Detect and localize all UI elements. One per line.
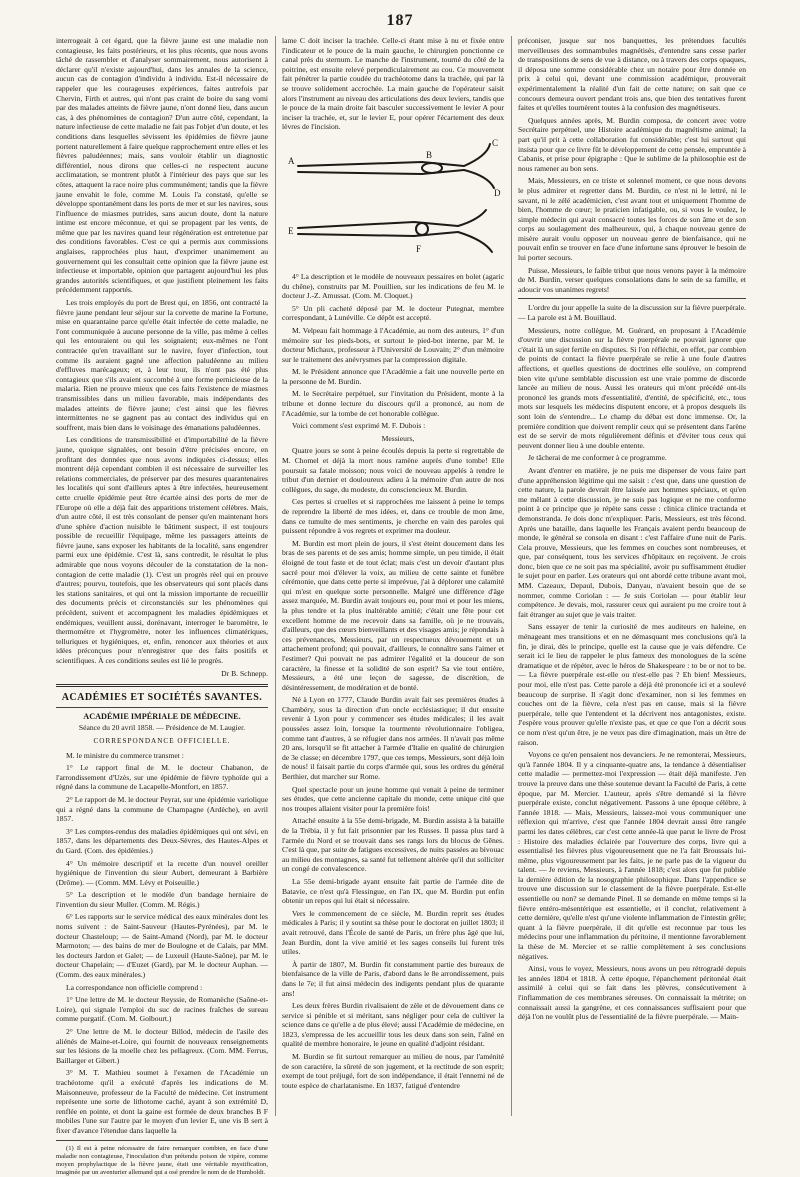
tracheotome-figure: [282, 136, 504, 266]
paragraph: M. Burdin est mort plein de jours, il s'est éteint doucement dans les bras de ses parents et de ses amis; homme simple, un peu timide, il était éloigné de tout faste et de tout éclat; mais c'est un devoir d'autant plus sacré pour moi d'élever la voix, au milieu de cette sainte et funèbre cérémonie, que dans cette perte si imprévue, j'ai à déplorer une calamité qui m'est en quelque sorte personnelle. Malgré une différence d'âge assez marquée, M. Burdin avait toujours eu, pour moi et pour les miens, la plus tendre et la plus inaltérable amitié; c'était une fête pour cet excellent homme de me recevoir dans sa famille, où je ne trouvais, d'ailleurs, que des cœurs bienveillants et des visages amis; je répondais à ces prévenances, Messieurs, par un respectueux dévouement et un attachement profond; qui pouvait, d'ailleurs, le connaître sans l'aimer et l'estimer? Qui pouvait ne pas admirer l'égalité et la douceur de son caractère, la finesse et la solidité de son esprit? Sa vie tout entière, Messieurs, a été une leçon de sagesse, de discrétion, de désintéressement, de modération et de bonté.: [282, 538, 504, 692]
paragraph: Puisse, Messieurs, le faible tribut que nous venons payer à la mémoire de M. Burdin, verser quelques consolations dans le sein de sa famille, et adoucir vos unanimes regrets!: [518, 265, 746, 294]
page-number: 187: [386, 12, 414, 29]
session-line: Séance du 20 avril 1858. — Présidence de M. Laugier.: [78, 723, 246, 733]
list-item: La correspondance non officielle comprend :: [66, 982, 203, 992]
list-item: 1° Une lettre de M. le docteur Reyssie, de Romanèche (Saône-et-Loire), qui signale l'emploi du suc de racines fraîches de sureau comme purgatif. (Com. M. Golbourt.): [56, 995, 268, 1024]
figure-label: A: [288, 155, 295, 166]
paragraph: 4° La description et le modèle de nouveaux pessaires en bolet (agaric du chêne), construits par M. Pouillien, sur les indications de feu M. le docteur J.-Z. Amussat. (Com. M. Cloquet.): [282, 271, 504, 301]
paragraph: 5° Un pli cacheté déposé par M. le docteur Putegnat, membre correspondant, à Lunéville. Ce dépôt est accepté.: [282, 303, 504, 323]
paragraph: Avant d'entrer en matière, je ne puis me dispenser de vous faire part d'une appréhension légitime qui me saisit : c'est que, dans une question de cette nature, la parole devrait être laissée aux hommes spéciaux, et qu'en me mêlant à cette discussion, je ne suis pas logique et ne me conforme point à ce principe que je répète sans cesse : clinica clinice tractanda et demonstranda. Je dois donc m'expliquer. Paris, Messieurs, est très fécond. Après une bataille, dans laquelle les Français avaient perdu beaucoup de monde, le général se consola en disant : c'est l'affaire d'une nuit de Paris. Cela prouve, Messieurs, que les femmes en couches sont nombreuses, et que, par conséquent, tous les services d'hôpitaux en reçoivent. Je crois donc, bien que ce ne soit pas ma spécialité, avoir pu suffisamment étudier le sujet pour en parler. Les orateurs qui ont abordé cette tribune avant moi, MM. Cazeaux, Depaul, Dubois, Danyau, n'avaient besoin que de se nommer, comme Coriolan : — Je suis Coriolan — pour établir leur compétence. Je devais, moi, rassurer ceux qui auraient pu me croire tout à fait étranger au sujet que je vais traiter.: [518, 465, 746, 619]
footnote-divider: [56, 1140, 268, 1141]
list-item: 3° Les comptes-rendus des maladies épidémiques qui ont sévi, en 1857, dans les départements des Deux-Sèvres, des Hautes-Alpes et du Gard. (Com. des épidémies.): [56, 826, 268, 855]
footnote: (1) Il est à peine nécessaire de faire remarquer combien, en face d'une maladie non contagieuse, l'inoculation d'un prétendu poison de vipère, comme moyen prophylactique de la fièvre jaune, était une véritable mystification, imaginée par un aventurier allemand qui a osé prendre le nom de de Humboldt.: [56, 1144, 268, 1177]
paragraph: Mais, Messieurs, en ce triste et solennel moment, ce que nous devons le plus admirer et regretter dans M. Burdin, ce n'est ni le lettré, ni le savant, ni le zélé académicien, c'est avant tout et uniquement l'homme de bien, l'homme de cœur; le praticien infatigable, ou, si vous le voulez, le simple médecin qui avait consacré toutes les forces de son âme et de son corps au soulagement des malheureux, qui, à chaque nouveau genre de misère aurait voulu opposer un nouveau genre de bienfaisance, qui ne pouvait enfin se trouver en face d'une infortune sans éprouver le besoin de lui porter secours.: [518, 176, 746, 263]
paragraph: Les conditions de transmissibilité et d'importabilité de la fièvre jaune, quoique signalées, ont besoin d'être précisées encore, en profitant des données que nous avons indiquées ci-dessus; elles montrent déjà cependant combien il est nécessaire de surveiller les relations commerciales, de préserver par des mesures quarantenaires les localités qui sont d'ailleurs aptes à être infectées, heureusement cette cruelle épidémie peut être écartée ainsi des ports de mer de l'Europe où elle a déjà fait des apparitions tristement célèbres. Mais, d'un autre côté, il est très consolant de penser qu'en maintenant hors d'une sphère d'action nuisible le bâtiment suspect, il est toujours possible de recueillir l'équipage, même les passagers atteints de fièvre jaune, sans exposer les habitants de la localité, sans engendrer parmi eux une épidémie. C'est là, sans contredit, le résultat le plus admirable que nous voyons découler de la constatation de la non-contagion de cette maladie (1). C'est un progrès réel qui en prouve d'autres; pourvu, toutefois, que les observateurs qui sont placés dans les stations sanitaires, et qui ont la mission importante de recueillir des documents précis et circonstanciés sur les phénomènes qui précèdent, suivent et accompagnent les maladies épidémiques et endémiques, veuillent aussi, dorénavant, interroger le baromètre, le thermomètre et l'hygromètre, noter les influences climatériques, telluriques et hygiéniques, et, enfin, renoncer aux théories et aux idées préconçues pour n'enregistrer que des faits positifs et scientifiques. À ces conditions seules est lié le progrès.: [56, 435, 268, 665]
list-item: 4° Un mémoire descriptif et la recette d'un nouvel oreiller hygiénique de l'invention du sieur Aubert, demeurant à Barbière (Drôme). — (Comm. MM. Lévy et Poiseuille.): [56, 858, 268, 887]
paragraph: Messieurs,: [381, 433, 415, 443]
list-item: 3° M. T. Mathieu soumet à l'examen de l'Académie un trachéotome qu'il a exécuté d'après les indications de M. Maisonneuve, professeur de la Faculté de médecine. Cet instrument représente une sorte de lithotome caché, ayant à son extrémité D, renflée en pointe, et dont la gaine est formée de deux branches B F mobiles l'une sur l'autre par le moyen d'un levier E, une vis B sert à fixer d'avance l'étendue dans laquelle la: [56, 1068, 268, 1135]
paragraph: Né à Lyon en 1777, Claude Burdin avait fait ses premières études à Chambéry, sous la direction d'un oncle ecclésiastique; il dut ensuite revenir à Lyon pour y commencer ses études médicales; il les avait poussées assez loin, lorsque la tourmente révolutionnaire l'obligea, comme tant d'autres, à se réfugier dans nos armées. Il n'avait pas même 20 ans, lorsqu'il se fit attacher à l'armée d'Italie en qualité de chirurgien de 3e classe; en décembre 1797, que ces temps, Messieurs, sont déjà loin de nous! il faisait partie du corps d'armée qui, sous les ordres du général Berthier, dut marcher sur Rome.: [282, 695, 504, 782]
paragraph: interrogeait à cet égard, que la fièvre jaune est une maladie non contagieuse, les faits postérieurs, et les plus récents, que nous avons tâché de rassembler et d'analyser sommairement, nous autorisent à déclarer qu'il n'existe aujourd'hui, dans les annales de la science, aucun cas de contagion d'individu à individu. Est-il nécessaire de rappeler que les courageuses expériences, faites autrefois par Chervin, Firth et autres, qui n'ont pas craint de boire du sang vomi par des malades atteints de fièvre jaune, n'ont donné lieu, dans aucun cas, à des phénomènes de contagion? D'un autre côté, cependant, la nature infectieuse de cette maladie ne fait pas l'objet d'un doute, et les conditions dans lesquelles sévissent les épidémies de fièvre jaune portent naturellement à faire quelque rapprochement entre elles et les fièvres paludéennes; mais, sans vouloir établir un diagnostic différentiel, nous dirons que celles-ci ne respectent aucune acclimatation, se montrent plutôt à l'intérieur des pays que sur les côtes, attaquent la race noire plus communément; tandis que la fièvre jaune envahit le fole, comme M. Louis l'a constaté, qu'elle se développe spontanément dans les ports de mer et sur les navires, sous l'influence de miasmes putrides, sans aucun doute, dont la nature intime est encore méconnue, et qui se propagent par les vents, de même que par les navires quand leur régénération est entretenue par des conditions favorables. C'est ce qui a permis aux commissions anglaises, rapprochées plus haut, d'exprimer unanimement au gouvernement qui les consultait cette opinion que la fièvre jaune est infectieuse et importable, opinion que partagent aujourd'hui les plus grandes autorités scientifiques, et que justifient pleinement les faits précédemment rapportés.: [56, 36, 268, 295]
column-3: [518, 36, 746, 1116]
paragraph: Vers le commencement de ce siècle, M. Burdin reprit ses études médicales à Paris; il y soutint sa thèse pour le doctorat en juillet 1803; il avait retrouvé, dans l'École de santé de Paris, un frère plus âgé que lui, Jean Burdin, dont la vive amitié et les sages conseils lui furent très utiles.: [282, 908, 504, 957]
paragraph: Ainsi, vous le voyez, Messieurs, nous avons un peu rétrogradé depuis les années 1804 et 1818. À cette époque, l'épanchement péritonéal était assimilé à celui qui se fait dans les plèvres, consécutivement à l'inflammation de ces membranes séreuses. On connaissait la métrite; on connaissait aussi la gangrène, et ces connaissances suffisaient pour que déjà l'on ne voulût plus de l'essentialité de la fièvre puerpérale. — Main-: [518, 964, 746, 1022]
paragraph: Ces pertes si cruelles et si rapprochées me laissent à peine le temps de reprendre la liberté de mes idées, et, dans ce trouble de mon âme, dans ce tumulte de mes sentiments, je cherche en vain des paroles qui puissent répondre à vos regrets et exprimer ma douleur.: [282, 497, 504, 536]
list-item: 6° Les rapports sur le service médical des eaux minérales dont les noms suivent : de Saint-Sauveur (Hautes-Pyrénées), par M. le docteur Chasteloup; — de Saint-Amand (Nord), par M. le docteur Marmoton; — des bains de mer de Boulogne et de Calais, par MM. les docteurs Jardon et Galet; — de Luxeuil (Haute-Saône), par M. le docteur Chapelain; — d'Euzet (Gard), par M. le docteur Auphan. — (Comm. des eaux minérales.): [56, 912, 268, 980]
paragraph: Quelques années après, M. Burdin composa, de concert avec votre Secrétaire perpétuel, une Histoire académique du magnétisme animal; la part qu'il prit à cette collaboration fut considérable; c'est lui surtout qui insista pour que ce livre fût le développement de cette pensée, empruntée à Cabanis, et prise pour épigraphe : Que le sublime de la philosophie est de nous ramener au bon sens.: [518, 115, 746, 173]
paragraph: M. le Secrétaire perpétuel, sur l'invitation du Président, monte à la tribune et donne lecture du discours qu'il a prononcé, au nom de l'Académie, sur la tombe de cet honorable collègue.: [282, 389, 504, 418]
paragraph: Voyons ce qu'en pensaient nos devanciers. Je ne remonterai, Messieurs, qu'à l'année 1804. Il y a cinquante-quatre ans, la tendance à désentialiser cette maladie — permettez-moi l'expression — était déjà manifeste. J'en trouve la preuve dans une thèse soutenue devant la Faculté de Paris, à cette époque, par M. Mercier. L'auteur, après s'être demandé si la fièvre puerpérale existe, conclut négativement. Passons à une époque célèbre, à l'année 1818. — Mais, Messieurs, laissez-moi vous communiquer une réflexion qui m'arrive, c'est que l'année 1804 devrait aussi être rangée parmi les dates célèbres, car c'est cette année-là que parut le livre de Prost : Histoire des maladies éclairée par l'ouverture des corps, livre qui a essentialisé les fièvres plus vigoureusement que ne l'a fait Broussais lui-même, plus vigoureusement par les faits, je ne parle pas de la vigueur du talent. — Je reviens, Messieurs, à l'année 1818; c'est alors que fut publiée la dernière édition de la nosographie philosophique. Dans l'appendice se trouve une discussion sur le classement de la fièvre puerpérale. Est-elle essentielle ou non? se demande Pinel. Il se demande en même temps si la fièvre entéro-mésentérique est essentielle, et il conclut, relativement à cette dernière, qu'elle n'est qu'une violente inflammation de l'intestin grêle; quant à la fièvre puerpérale, il dit qu'elle est reconnue par tous les médecins pour une inflammation du péritoine, il mentionne favorablement la thèse de M. Mercier et se rallie complètement à ses conclusions négatives.: [518, 750, 746, 961]
paragraph: À partir de 1807, M. Burdin fit constamment partie des bureaux de bienfaisance de la ville de Paris, d'abord dans le 8e arrondissement, puis dans le 7e; il fut ainsi médecin des indigents pendant plus de quarante ans!: [282, 959, 504, 998]
list-item: 1° Le rapport final de M. le docteur Chabanon, de l'arrondissement d'Uzès, sur une épidémie de fièvre typhoïde qui a régné dans la commune de Lacapelle-Montfort, en 1857.: [56, 763, 268, 792]
divider: [56, 684, 268, 687]
paragraph: Je tâcherai de me conformer à ce programme.: [528, 453, 667, 463]
tracheotome-illustration: [282, 136, 504, 266]
paragraph: lame C doit inciser la trachée. Celle-ci étant mise à nu et fixée entre l'indicateur et le pouce de la main gauche, le chirurgien ponctionne ce canal près du sternum. Le manche de l'instrument, tourné du côté de la poitrine, est ensuite relevé perpendiculairement au cou. Ce mouvement fait pénétrer la partie coudée du trachéotome dans la trachée, qui par là se trouve solidement accrochée. La main gauche de l'opérateur saisit alors l'instrument au niveau des articulations des deux leviers, tandis que le pouce de la main droite fait basculer successivement le levier A pour inciser la trachée, et, sur le levier E, pour opérer l'écartement des deux lèvres de l'incision.: [282, 36, 504, 132]
paragraph: Quel spectacle pour un jeune homme qui venait à peine de terminer ses études, que cette ancienne capitale du monde, cette unique cité que nos troupes allaient visiter pour la première fois!: [282, 784, 504, 813]
section-title: ACADÉMIES ET SOCIÉTÉS SAVANTES.: [61, 692, 263, 704]
figure-label: D: [494, 187, 501, 198]
paragraph: Quatre jours se sont à peine écoulés depuis la perte si regrettable de M. Chomel et déjà la mort nous ramène auprès d'une tombe! Elle poursuit sa fatale moisson; nous voici de nouveau appelés à rendre le tribut d'un dernier et douloureux adieu à la mémoire d'un autre de nos collègues, du sage, du modeste, du consciencieux M. Burdin.: [282, 446, 504, 494]
column-1: [56, 36, 268, 1177]
paragraph: M. le Président annonce que l'Académie a fait une nouvelle perte en la personne de M. Burdin.: [282, 367, 504, 386]
figure-label: F: [416, 243, 422, 254]
academy-title: ACADÉMIE IMPÉRIALE DE MÉDECINE.: [83, 711, 241, 721]
column-rule: [511, 36, 512, 1116]
correspondence-heading: CORRESPONDANCE OFFICIELLE.: [93, 736, 231, 745]
paragraph: préconiser, jusque sur nos banquettes, les prétendues facultés merveilleuses des somnambules magnétisés, d'entendre sans cesse parler de transpositions de sens de vue à distance, ou à travers des corps opaques, il déposa une somme considérable chez un notaire pour être donnée en prix à celui qui, devant une commission académique, prouverait expérimentalement la réalité d'un fait de cette nature; on sait que ce concours demeura ouvert pendant trois ans, que bien des tentatives furent faites et qu'elles tournèrent toutes à la confusion des magnétiseurs.: [518, 36, 746, 113]
list-item: 2° Une lettre de M. le docteur Billod, médecin de l'asile des aliénés de Maine-et-Loire, qui fournit de nouveaux renseignements sur les lésions de la moelle chez les pellagreux. (Com. MM. Ferrus, Baillarger et Gibert.): [56, 1027, 268, 1065]
list-item: 2° Le rapport de M. le docteur Peyrat, sur une épidémie variolique qui a régné dans la commune de Champagne (Ardèche), en avril 1857.: [56, 794, 268, 824]
list-item: 5° La description et le modèle d'un bandage herniaire de l'invention du sieur Muller. (Comm. M. Régis.): [56, 890, 268, 909]
paragraph: Les trois employés du port de Brest qui, en 1856, ont contracté la fièvre jaune pendant leur séjour sur la corvette de marine la Fortune, mise en quarantaine parce qu'elle était infectée de cette maladie, ne l'ont communiquée à aucune personne de la ville, pas même à celles qui les entouraient ou qui les soignaient; eux-mêmes ne l'ont contractée qu'en travaillant sur le navire, foyer d'infection, tout comme ils auraient gagné une affection paludéenne au milieu d'effluves marécageux; et, à leur tour, ils n'ont pas été plus contagieux que s'ils avaient succombé à une forme pernicieuse de la malaria. Rien ne prouve mieux que ces faits l'existence de miasmes transmissibles dans un milieu favorable, mais indépendants des malades atteints de fièvre jaune; c'est ainsi que les fièvres intermittentes ne se gagnent pas au contact des individus qui en souffrent, mais bien dans le voisinage des émanations paludéennes.: [56, 298, 268, 432]
figure-label: B: [426, 149, 433, 160]
paragraph: Les deux frères Burdin rivalisaient de zèle et de dévouement dans ce service si pénible et si méritant, sans négliger pour cela de cultiver la science dans ce qu'elle a de plus élevé; aussi l'Académie de médecine, en 1823, s'empressa de les accueillir tous les deux dans son sein, l'aîné en qualité de membre honoraire, le jeune en qualité d'adjoint résidant.: [282, 1001, 504, 1049]
paragraph: L'ordre du jour appelle la suite de la discussion sur la fièvre puerpérale. — La parole est à M. Bouillaud.: [518, 303, 746, 323]
divider: [56, 707, 268, 708]
paragraph: M. Burdin se fit surtout remarquer au milieu de nous, par l'aménité de son caractère, la sûreté de son jugement, et la rectitude de son esprit; exempt de tout préjugé, fort de son indépendance, il était l'ennemi né de toute espèce de charlatanisme. En 1837, fatigué d'entendre: [282, 1052, 504, 1090]
paragraph: Messieurs, notre collègue, M. Guérard, en proposant à l'Académie d'ouvrir une discussion sur la fièvre puerpérale ne pouvait ignorer que c'était là un sujet fertile en disputes. Si l'on réfléchit, en effet, par combien de points de contact la fièvre puerpérale se relie à une foule d'autres affections, et quelles questions de doctrines elle soulève, on comprend bien vite qu'une semblable discussion est une vraie pomme de discorde lancée au milieu de nous. Aussi les orateurs qui m'ont précédé ont-ils prononcé les grands mots d'essentialité, d'entité, de spécificité, etc., tous mots sur lesquels les médecins disputent encore, et à propos desquels ils sont loin de s'entendre... Le champ du débat est donc immense. Or, la première condition que doivent remplir ceux qui se présentent dans l'arène est de se servir de mots régulièrement définis et d'éviter tous ceux qui peuvent donner lieu à une double entente.: [518, 325, 746, 450]
figure-label: E: [288, 225, 294, 236]
paragraph: Attaché ensuite à la 55e demi-brigade, M. Burdin assista à la bataille de la Trébia, il y fut fait prisonnier par les Russes. Il passa plus tard à l'armée du Nord et se trouvait dans ses rangs lors du blocus de Gênes. C'est là que, par suite de fatigues excessives, de nuits passées au bivouac au milieu des montagnes, sa santé fut tellement altérée qu'il dut solliciter un congé de convalescence.: [282, 816, 504, 874]
column-2: [282, 36, 504, 1116]
paragraph: Voici comment s'est exprimé M. F. Dubois :: [292, 421, 426, 431]
paragraph: M. Velpeau fait hommage à l'Académie, au nom des auteurs, 1° d'un mémoire sur les pieds-bots, et surtout le pied-bot interne, par M. le docteur Michaux, professeur à l'Université de Louvain; 2° d'un mémoire sur le traitement des anévrysmes par la compression digitale.: [282, 325, 504, 364]
figure-label: C: [492, 137, 499, 148]
paragraph: La 55e demi-brigade ayant ensuite fait partie de l'armée dite de Batavie, ce n'est qu'à Flessingue, en l'an IX, que M. Burdin put enfin obtenir un repos qui lui était si nécessaire.: [282, 876, 504, 906]
paragraph: M. le ministre du commerce transmet :: [66, 750, 184, 760]
author-signature: Dr B. Schnepp.: [221, 668, 268, 678]
paragraph: Sans essayer de tenir la curiosité de mes auditeurs en haleine, en ménageant mes transitions et en ne démasquant mes conclusions qu'à la fin, je dirai, dès le principe, quelle est la cause que je vais défendre. Ce serait ici le lieu de rappeler le plus fameux des monologues de la scène dramatique et de répéter, avec le héros de Shakespeare : to be or not to be. — La fièvre puerpérale est-elle ou n'est-elle pas ? Eh bien! Messieurs, pour moi, elle n'est pas. Cette parole a déjà été prononcée ici et a soulevé beaucoup de surprise. Il s'agit donc d'examiner, non si les femmes en couches ont de la fièvre, cela n'est pas en cause, mais si la fièvre puerpérale, telle que l'entendent et la décrivent nos antagonistes, existe. J'espère vous prouver qu'elle n'existe pas, et que ce que l'on a décrit sous ce nom n'est qu'un être, je ne veux pas dire d'imagination, mais un être de raison.: [518, 622, 746, 747]
column-rule: [275, 36, 276, 1116]
divider: [518, 298, 746, 299]
